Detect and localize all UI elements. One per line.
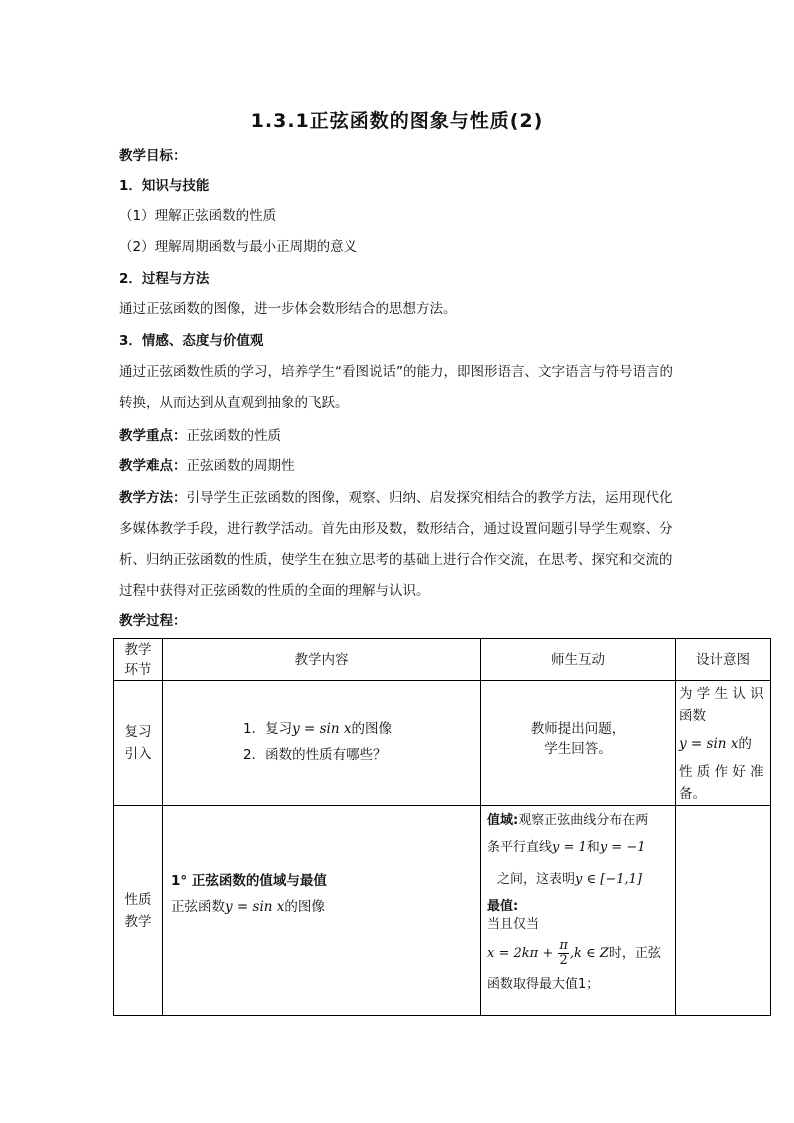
objective-item-1: （1）理解正弦函数的性质: [119, 208, 277, 224]
range-line-3: 之间，这表明y ∈ [−1,1]: [497, 872, 642, 887]
table-header-row: [114, 639, 771, 681]
teaching-method: [119, 483, 679, 607]
section-attitude-text: 通过正弦函数性质的学习，培养学生“看图说话”的能力，即图形语言、文字语言与符号语言的转换，从而达到从直观到抽象的飞跃。: [119, 364, 673, 411]
range-line-2: 条平行直线y = 1和y = −1: [487, 840, 646, 855]
difficult-point-label: 教学难点：: [119, 458, 187, 474]
max-label: 最值:: [487, 899, 519, 914]
content-properties-line: 正弦函数y = sin x的图像: [171, 899, 325, 915]
difficult-point-text: 正弦函数的周期性: [186, 458, 295, 474]
objective-item-2: （2）理解周期函数与最小正周期的意义: [119, 239, 358, 255]
intent-properties: [676, 806, 771, 1016]
content-properties-title: 1° 正弦函数的值域与最值: [171, 873, 327, 889]
section-attitude-heading: 3．情感、态度与价值观: [119, 333, 264, 349]
max-equation: x = 2kπ + $\frac{\pi}{2}$ ,k ∈ Z时，正弦: [487, 938, 661, 968]
content-properties: [163, 806, 481, 1016]
max-result: 函数取得最大值1；: [487, 977, 600, 992]
page-title: 1.3.1正弦函数的图象与性质(2): [250, 110, 544, 132]
process-heading: 教学过程：: [119, 613, 187, 629]
stage-review: 复习 引入: [114, 681, 163, 806]
method-text: 引导学生正弦函数的图像，观察、归纳、启发探究相结合的教学方法，运用现代化多媒体教学手段，进行教学活动。首先由形及数，数形结合，通过设置问题引导学生观察、分析、归纳正弦函数的性质，使学生在独立思考的基础上进行合作交流，在思考、探究和交流的过程中获得对正弦函数的性质的全面的理解与认识。: [119, 490, 673, 599]
key-point-text: 正弦函数的性质: [186, 428, 281, 444]
section-process-heading: 2．过程与方法: [119, 271, 210, 287]
review-line-1: 1．复习y = sin x的图像: [243, 721, 392, 737]
header-intent: 设计意图: [676, 639, 771, 681]
key-point: [119, 426, 281, 446]
interaction-properties: [481, 806, 676, 1016]
review-line-2: 2．函数的性质有哪些？: [243, 747, 387, 763]
interaction-review: 教师提出问题， 学生回答。: [481, 681, 676, 806]
pi-over-two: $\frac{\pi}{2}$: [559, 938, 568, 968]
content-review: [163, 681, 481, 806]
section-knowledge-heading: 1．知识与技能: [119, 178, 210, 194]
intent-review: 为 学 生 认 识 函数 y = sin x的 性 质 作 好 准 备。: [676, 681, 771, 806]
header-interaction: 师生互动: [481, 639, 676, 681]
stage-properties: 性质 教学: [114, 806, 163, 1016]
table-row: [114, 681, 771, 806]
key-point-label: 教学重点：: [119, 428, 187, 444]
header-stage: 教学 环节: [114, 639, 163, 681]
method-label: 教学方法：: [119, 490, 187, 506]
process-table: [113, 638, 771, 1016]
header-content: 教学内容: [163, 639, 481, 681]
section-process-text: 通过正弦函数的图像，进一步体会数形结合的思想方法。: [119, 301, 457, 317]
max-cond: 当且仅当: [487, 917, 540, 932]
table-row: [114, 806, 771, 1016]
range-line-1: 值域:观察正弦曲线分布在两: [487, 813, 649, 828]
difficult-point: [119, 456, 295, 476]
objectives-heading: 教学目标：: [119, 148, 187, 164]
